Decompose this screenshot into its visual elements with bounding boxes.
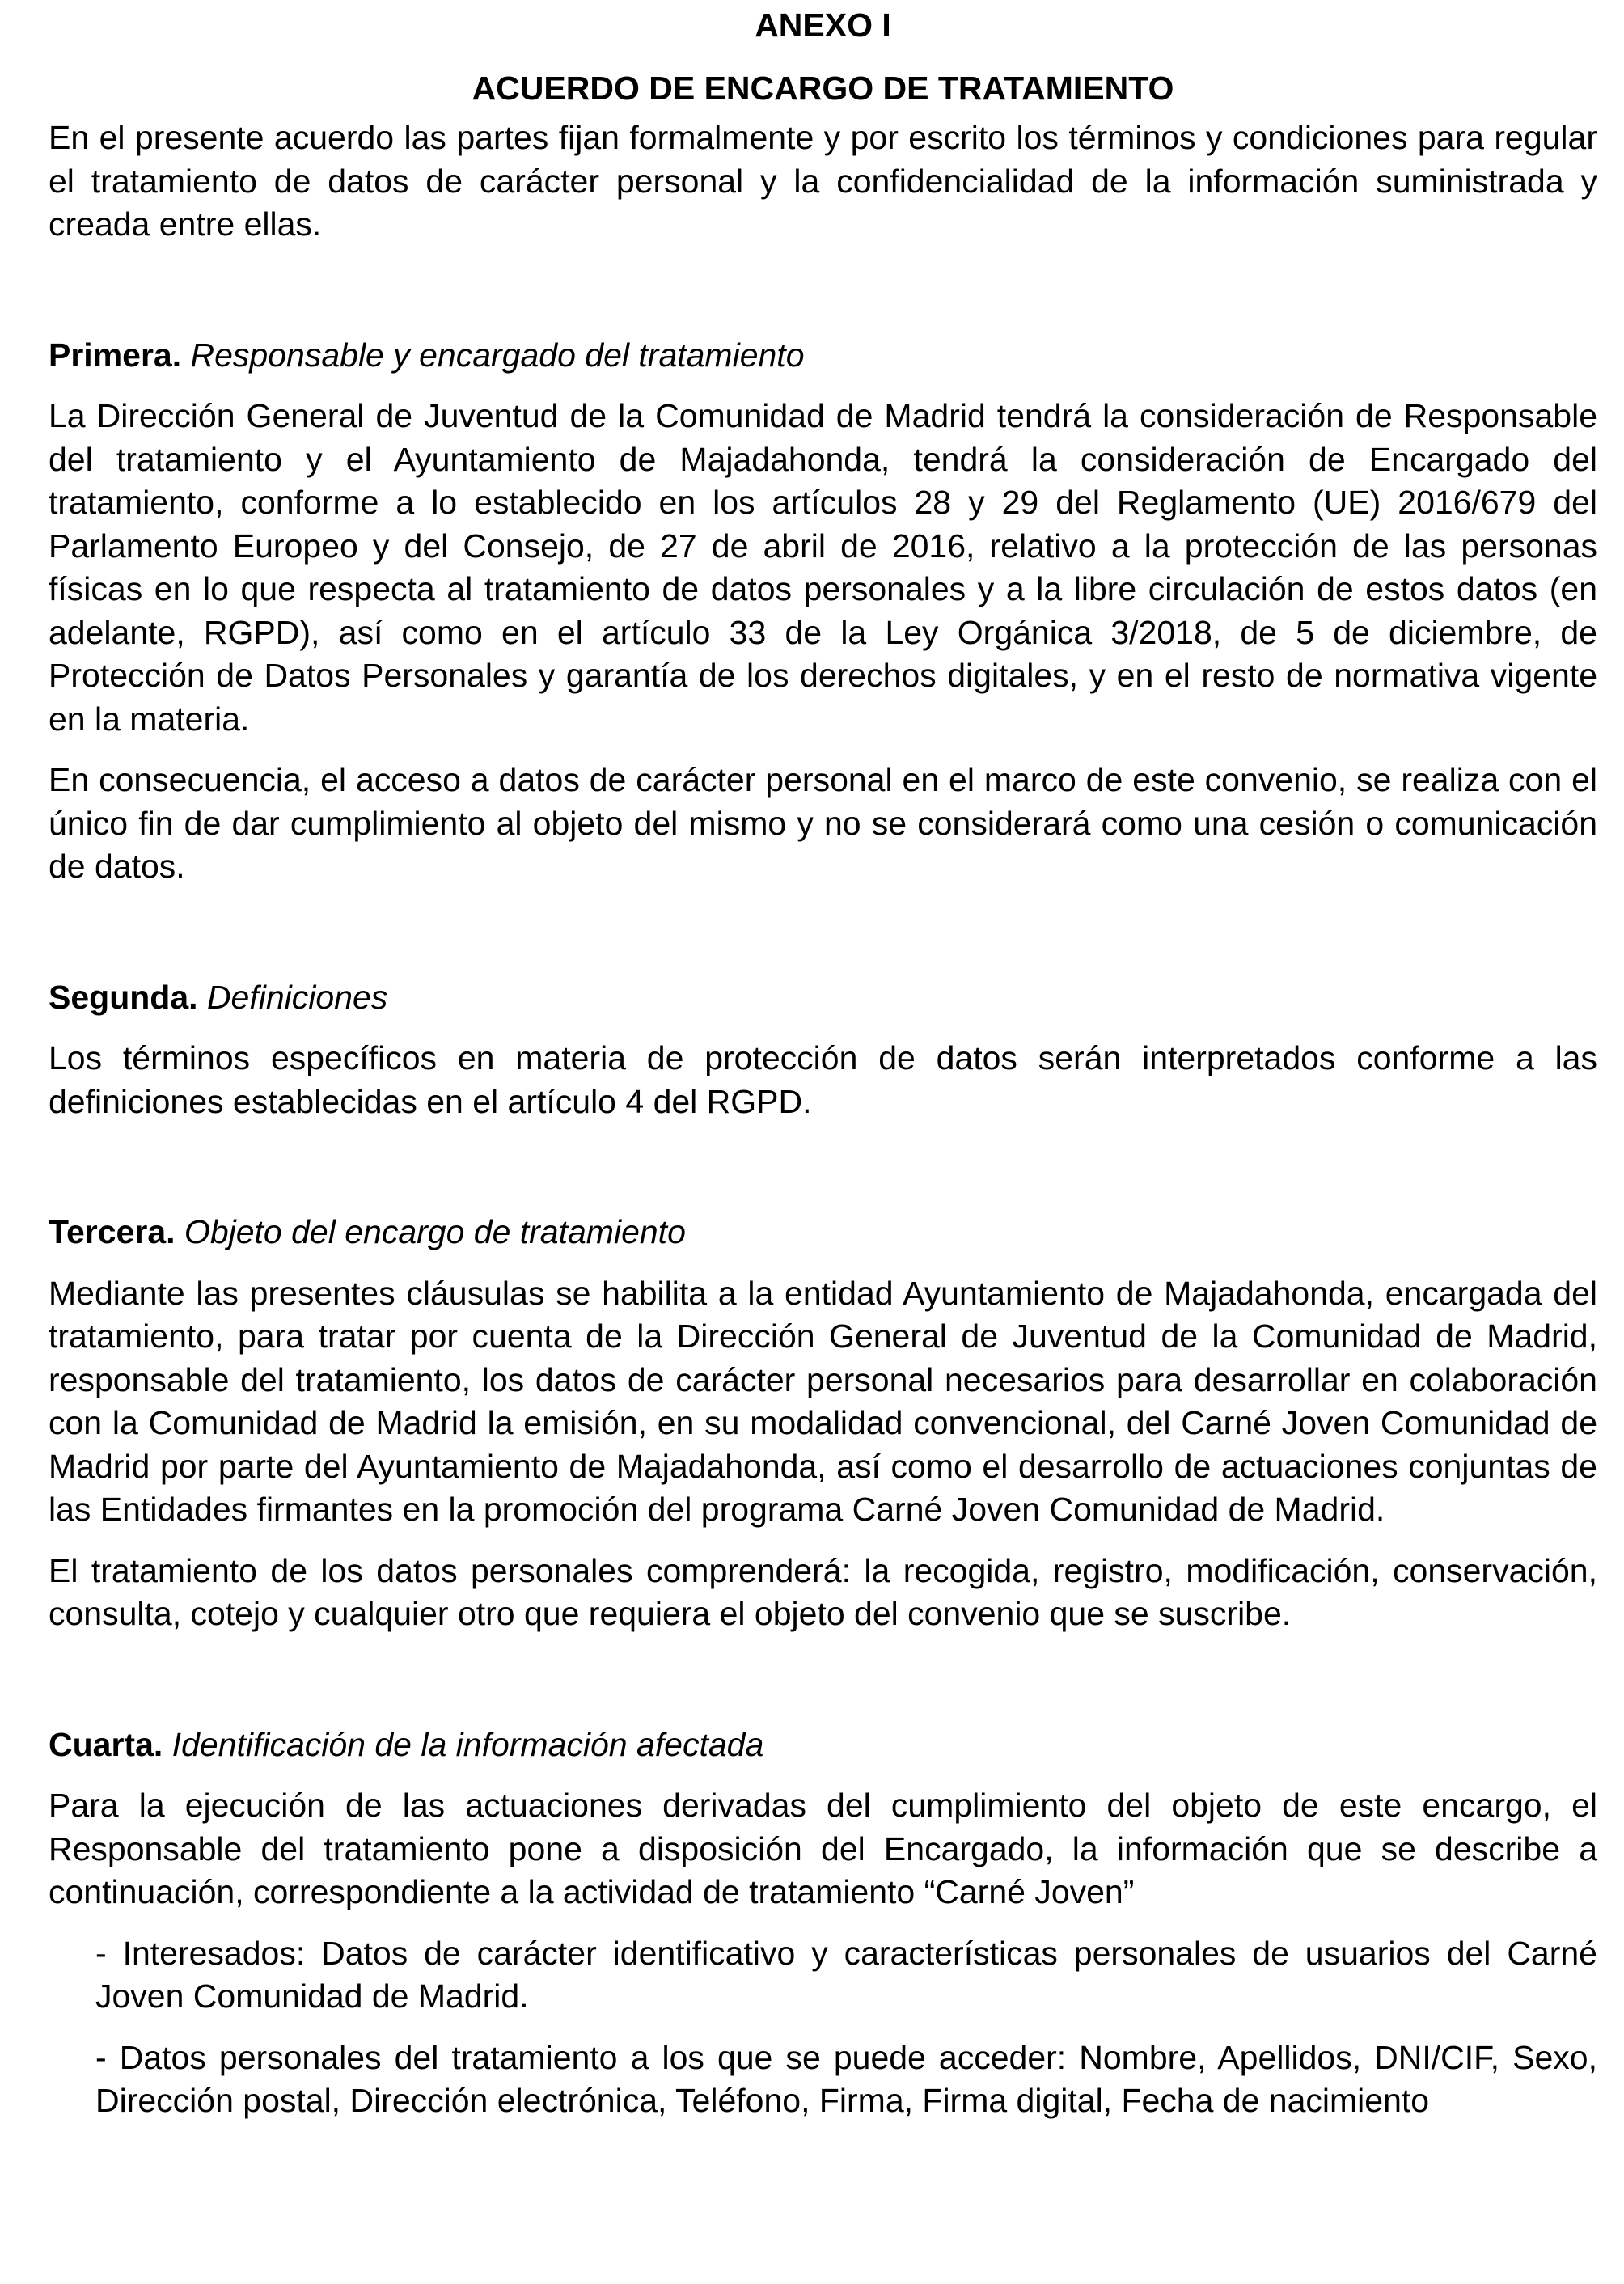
list-item: - Datos personales del tratamiento a los que se puede acceder: Nombre, Apellidos, DNI/CIF, Sexo, Dirección postal, Dirección electrónica, Teléfono, Firma, Firma digital, Fecha de nacimiento: [95, 2038, 1597, 2119]
section-paragraph: La Dirección General de Juventud de la Comunidad de Madrid tendrá la consideración de Responsable del tratamiento y el Ayuntamiento de Majadahonda, tendrá la consideración de Encargado del tratamiento, conforme a lo establecido en los artículos 28 y 29 del Reglamento (UE) 2016/679 del Parlamento Europeo y del Consejo, de 27 de abril de 2016, relativo a la protección de las personas físicas en lo que respecta al tratamiento de datos personales y a la libre circulación de estos datos (en adelante, RGPD), así como en el artículo 33 de la Ley Orgánica 3/2018, de 5 de diciembre, de Protección de Datos Personales y garantía de los derechos digitales, y en el resto de normativa vigente en la materia.: [49, 397, 1597, 738]
section-heading-tercera: [49, 1211, 1597, 1254]
section-heading-segunda: [49, 976, 1597, 1020]
section-heading-primera: [49, 334, 1597, 378]
section-number: Cuarta.: [49, 1725, 163, 1763]
section-title: Responsable y encargado del tratamiento: [190, 336, 805, 374]
document-page: [49, 0, 1597, 2123]
section-title: Identificación de la información afectada: [171, 1725, 764, 1763]
document-title: ACUERDO DE ENCARGO DE TRATAMIENTO: [472, 70, 1174, 107]
section-paragraph: Para la ejecución de las actuaciones derivadas del cumplimiento del objeto de este encargo, el Responsable del tratamiento pone a disposición del Encargado, la información que se describe a continuación, correspondiente a la actividad de tratamiento “Carné Joven”: [49, 1787, 1597, 1910]
section-number: Tercera.: [49, 1213, 176, 1250]
section-heading-cuarta: [49, 1724, 1597, 1767]
section-paragraph: Los términos específicos en materia de protección de datos serán interpretados conforme a las definiciones establecidas en el artículo 4 del RGPD.: [49, 1039, 1597, 1120]
intro-paragraph: En el presente acuerdo las partes fijan formalmente y por escrito los términos y condiciones para regular el tratamiento de datos de carácter personal y la confidencialidad de la información suministrada y creada entre ellas.: [49, 119, 1597, 243]
section-number: Primera.: [49, 336, 182, 374]
section-paragraph: El tratamiento de los datos personales comprenderá: la recogida, registro, modificación, conservación, consulta, cotejo y cualquier otro que requiera el objeto del convenio que se suscribe.: [49, 1551, 1597, 1632]
section-paragraph: En consecuencia, el acceso a datos de carácter personal en el marco de este convenio, se realiza con el único fin de dar cumplimiento al objeto del mismo y no se considerará como una cesión o comunicación de datos.: [49, 761, 1597, 885]
section-paragraph: Mediante las presentes cláusulas se habilita a la entidad Ayuntamiento de Majadahonda, encargada del tratamiento, para tratar por cuenta de la Dirección General de Juventud de la Comunidad de Madrid, responsable del tratamiento, los datos de carácter personal necesarios para desarrollar en colaboración con la Comunidad de Madrid la emisión, en su modalidad convencional, del Carné Joven Comunidad de Madrid por parte del Ayuntamiento de Majadahonda, así como el desarrollo de actuaciones conjuntas de las Entidades firmantes en la promoción del programa Carné Joven Comunidad de Madrid.: [49, 1274, 1597, 1528]
section-title: Objeto del encargo de tratamiento: [184, 1213, 686, 1250]
list-item: - Interesados: Datos de carácter identificativo y características personales de usuarios del Carné Joven Comunidad de Madrid.: [95, 1934, 1597, 2015]
section-number: Segunda.: [49, 978, 198, 1016]
section-title: Definiciones: [206, 978, 388, 1016]
annex-title: ANEXO I: [755, 6, 891, 44]
